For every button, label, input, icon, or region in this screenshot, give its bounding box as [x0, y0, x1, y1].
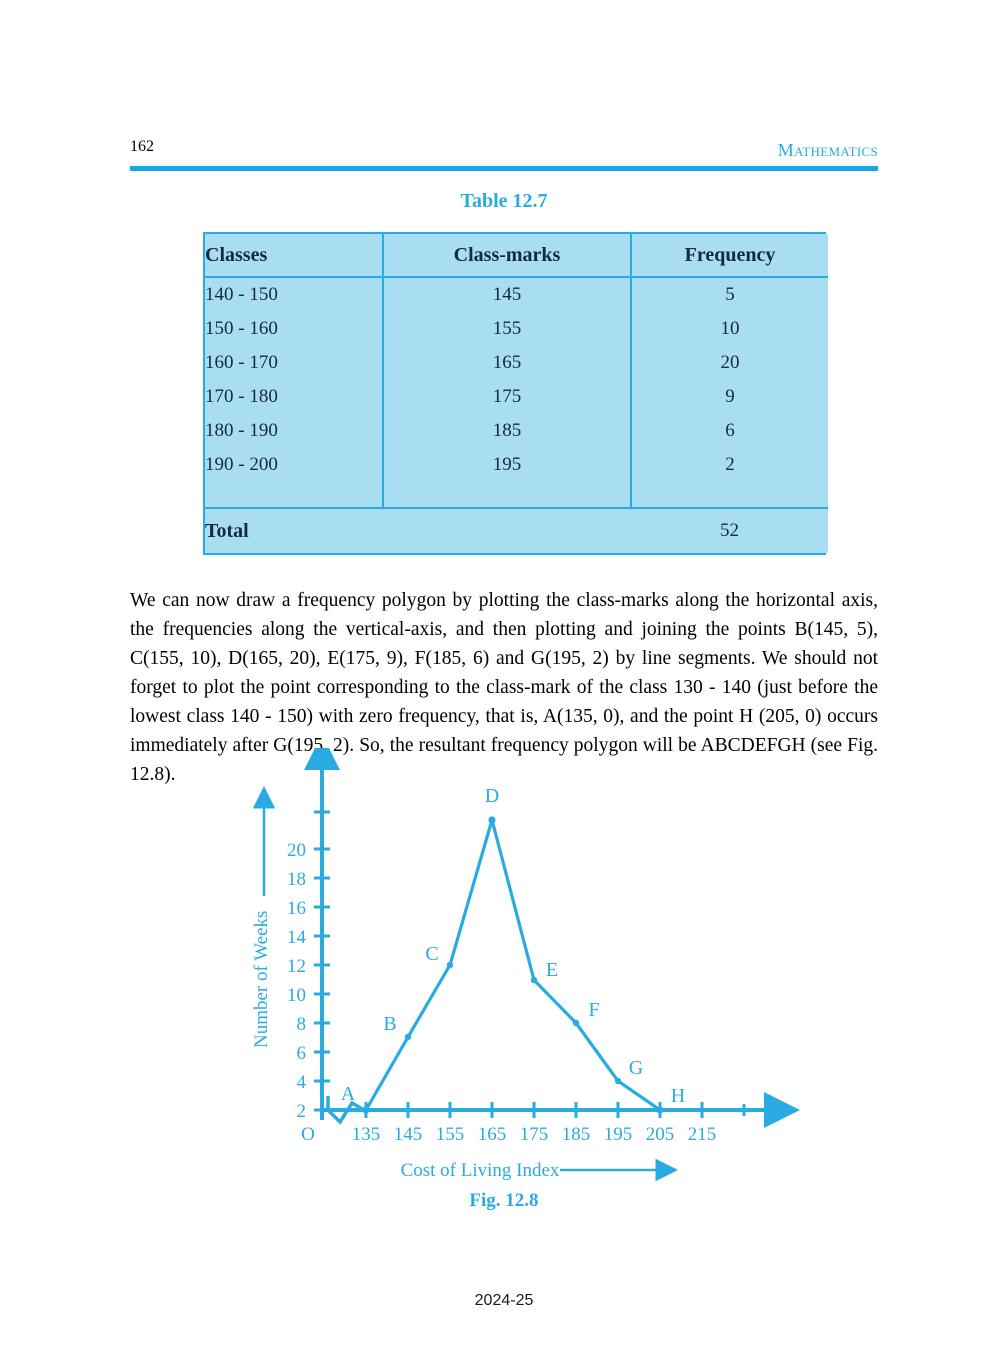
cell-frequency: 20	[631, 346, 828, 380]
cell-class: 140 - 150	[205, 277, 383, 312]
total-value: 52	[631, 508, 828, 553]
cell-frequency: 2	[631, 448, 828, 482]
y-tick-label: 6	[296, 1043, 306, 1064]
y-tick-label: 20	[287, 840, 306, 861]
cell-class: 180 - 190	[205, 414, 383, 448]
body-paragraph: We can now draw a frequency polygon by plotting the class-marks along the horizontal axis, the frequencies along the vertical-axis, and then plotting and joining the points B(145, 5), C(155, 10), D(165, 20), E(175, 9), F(185, 6) and G(195, 2) by line segments. We should not forget to plot the point corresponding to the class-mark of the class 130 - 140 (just before the lowest class 140 - 150) with zero frequency, that is, A(135, 0), and the point H (205, 0) occurs immediately after G(195, 2). So, the resultant frequency polygon will be ABCDEFGH (see Fig. 12.8).	[130, 589, 878, 785]
x-tick-label: 135	[351, 1124, 381, 1145]
table-spacer-row	[205, 482, 828, 508]
frequency-polygon-line	[366, 820, 660, 1110]
point-label-b: B	[383, 1013, 397, 1035]
table-row	[205, 277, 828, 312]
cell-class-mark: 165	[383, 346, 631, 380]
point-label-e: E	[545, 959, 559, 981]
figure-caption: Fig. 12.8	[469, 1190, 539, 1211]
data-point-a	[362, 1106, 369, 1113]
frequency-polygon-chart	[240, 748, 800, 1188]
x-tick-label: 165	[477, 1124, 507, 1145]
y-tick-label: 8	[296, 1014, 306, 1035]
point-label-h: H	[670, 1085, 686, 1107]
column-header-classes: Classes	[205, 234, 383, 277]
spacer-cell	[205, 482, 383, 508]
page-footer: 2024-25	[474, 1292, 534, 1309]
header-divider-rule	[130, 166, 878, 171]
data-point-f	[573, 1020, 579, 1026]
column-header-frequency: Frequency	[631, 234, 828, 277]
data-point-h	[656, 1106, 663, 1113]
x-tick-label: 205	[645, 1124, 675, 1145]
point-label-c: C	[425, 943, 439, 965]
data-point-labels	[341, 785, 685, 1107]
data-point-d	[488, 816, 495, 823]
x-axis-tick-labels	[352, 1124, 717, 1145]
cell-class-mark: 175	[383, 380, 631, 414]
y-tick-label: 4	[296, 1072, 306, 1093]
cell-class-mark: 155	[383, 312, 631, 346]
cell-class: 190 - 200	[205, 448, 383, 482]
page-number: 162	[130, 138, 154, 155]
x-tick-label: 215	[687, 1124, 717, 1145]
y-tick-label: 2	[296, 1101, 306, 1122]
data-point-g	[615, 1078, 621, 1084]
x-axis-title: Cost of Living Index	[400, 1160, 560, 1181]
table-row	[205, 414, 828, 448]
cell-class: 170 - 180	[205, 380, 383, 414]
cell-class-mark: 195	[383, 448, 631, 482]
origin-label: O	[301, 1124, 315, 1145]
spacer-cell	[631, 482, 828, 508]
point-label-f: F	[588, 999, 600, 1021]
x-tick-label: 155	[435, 1124, 465, 1145]
table-title: Table 12.7	[460, 190, 548, 212]
cell-class: 160 - 170	[205, 346, 383, 380]
y-tick-label: 18	[287, 869, 306, 890]
table-header-row	[205, 234, 828, 277]
y-tick-label: 14	[287, 927, 306, 948]
cell-class-mark: 185	[383, 414, 631, 448]
y-tick-label: 16	[287, 898, 306, 919]
header-subject-title: Mathematics	[777, 140, 878, 160]
table-row	[205, 380, 828, 414]
table-row	[205, 448, 828, 482]
table-row	[205, 346, 828, 380]
cell-frequency: 9	[631, 380, 828, 414]
figure-frequency-polygon	[0, 748, 1008, 1248]
table-row	[205, 312, 828, 346]
point-label-g: G	[628, 1057, 644, 1079]
spacer-cell	[383, 482, 631, 508]
data-point-b	[405, 1034, 411, 1040]
x-tick-label: 145	[393, 1124, 423, 1145]
point-label-d: D	[484, 785, 500, 807]
page-header	[130, 138, 878, 164]
y-axis-title: Number of Weeks	[251, 910, 272, 1048]
data-point-e	[531, 977, 537, 983]
y-tick-label: 10	[287, 985, 306, 1006]
x-tick-label: 195	[603, 1124, 633, 1145]
cell-frequency: 5	[631, 277, 828, 312]
cell-class-mark: 145	[383, 277, 631, 312]
column-header-class-marks: Class-marks	[383, 234, 631, 277]
cell-frequency: 6	[631, 414, 828, 448]
x-tick-label: 185	[561, 1124, 591, 1145]
cell-class: 150 - 160	[205, 312, 383, 346]
total-label: Total	[205, 508, 631, 553]
y-axis-tick-labels	[287, 840, 307, 1122]
table-total-row	[205, 508, 828, 553]
cell-frequency: 10	[631, 312, 828, 346]
point-label-a: A	[340, 1083, 356, 1105]
y-tick-label: 12	[287, 956, 306, 977]
data-point-c	[447, 962, 453, 968]
x-tick-label: 175	[519, 1124, 549, 1145]
data-point-markers	[362, 816, 663, 1113]
frequency-table	[203, 232, 826, 555]
